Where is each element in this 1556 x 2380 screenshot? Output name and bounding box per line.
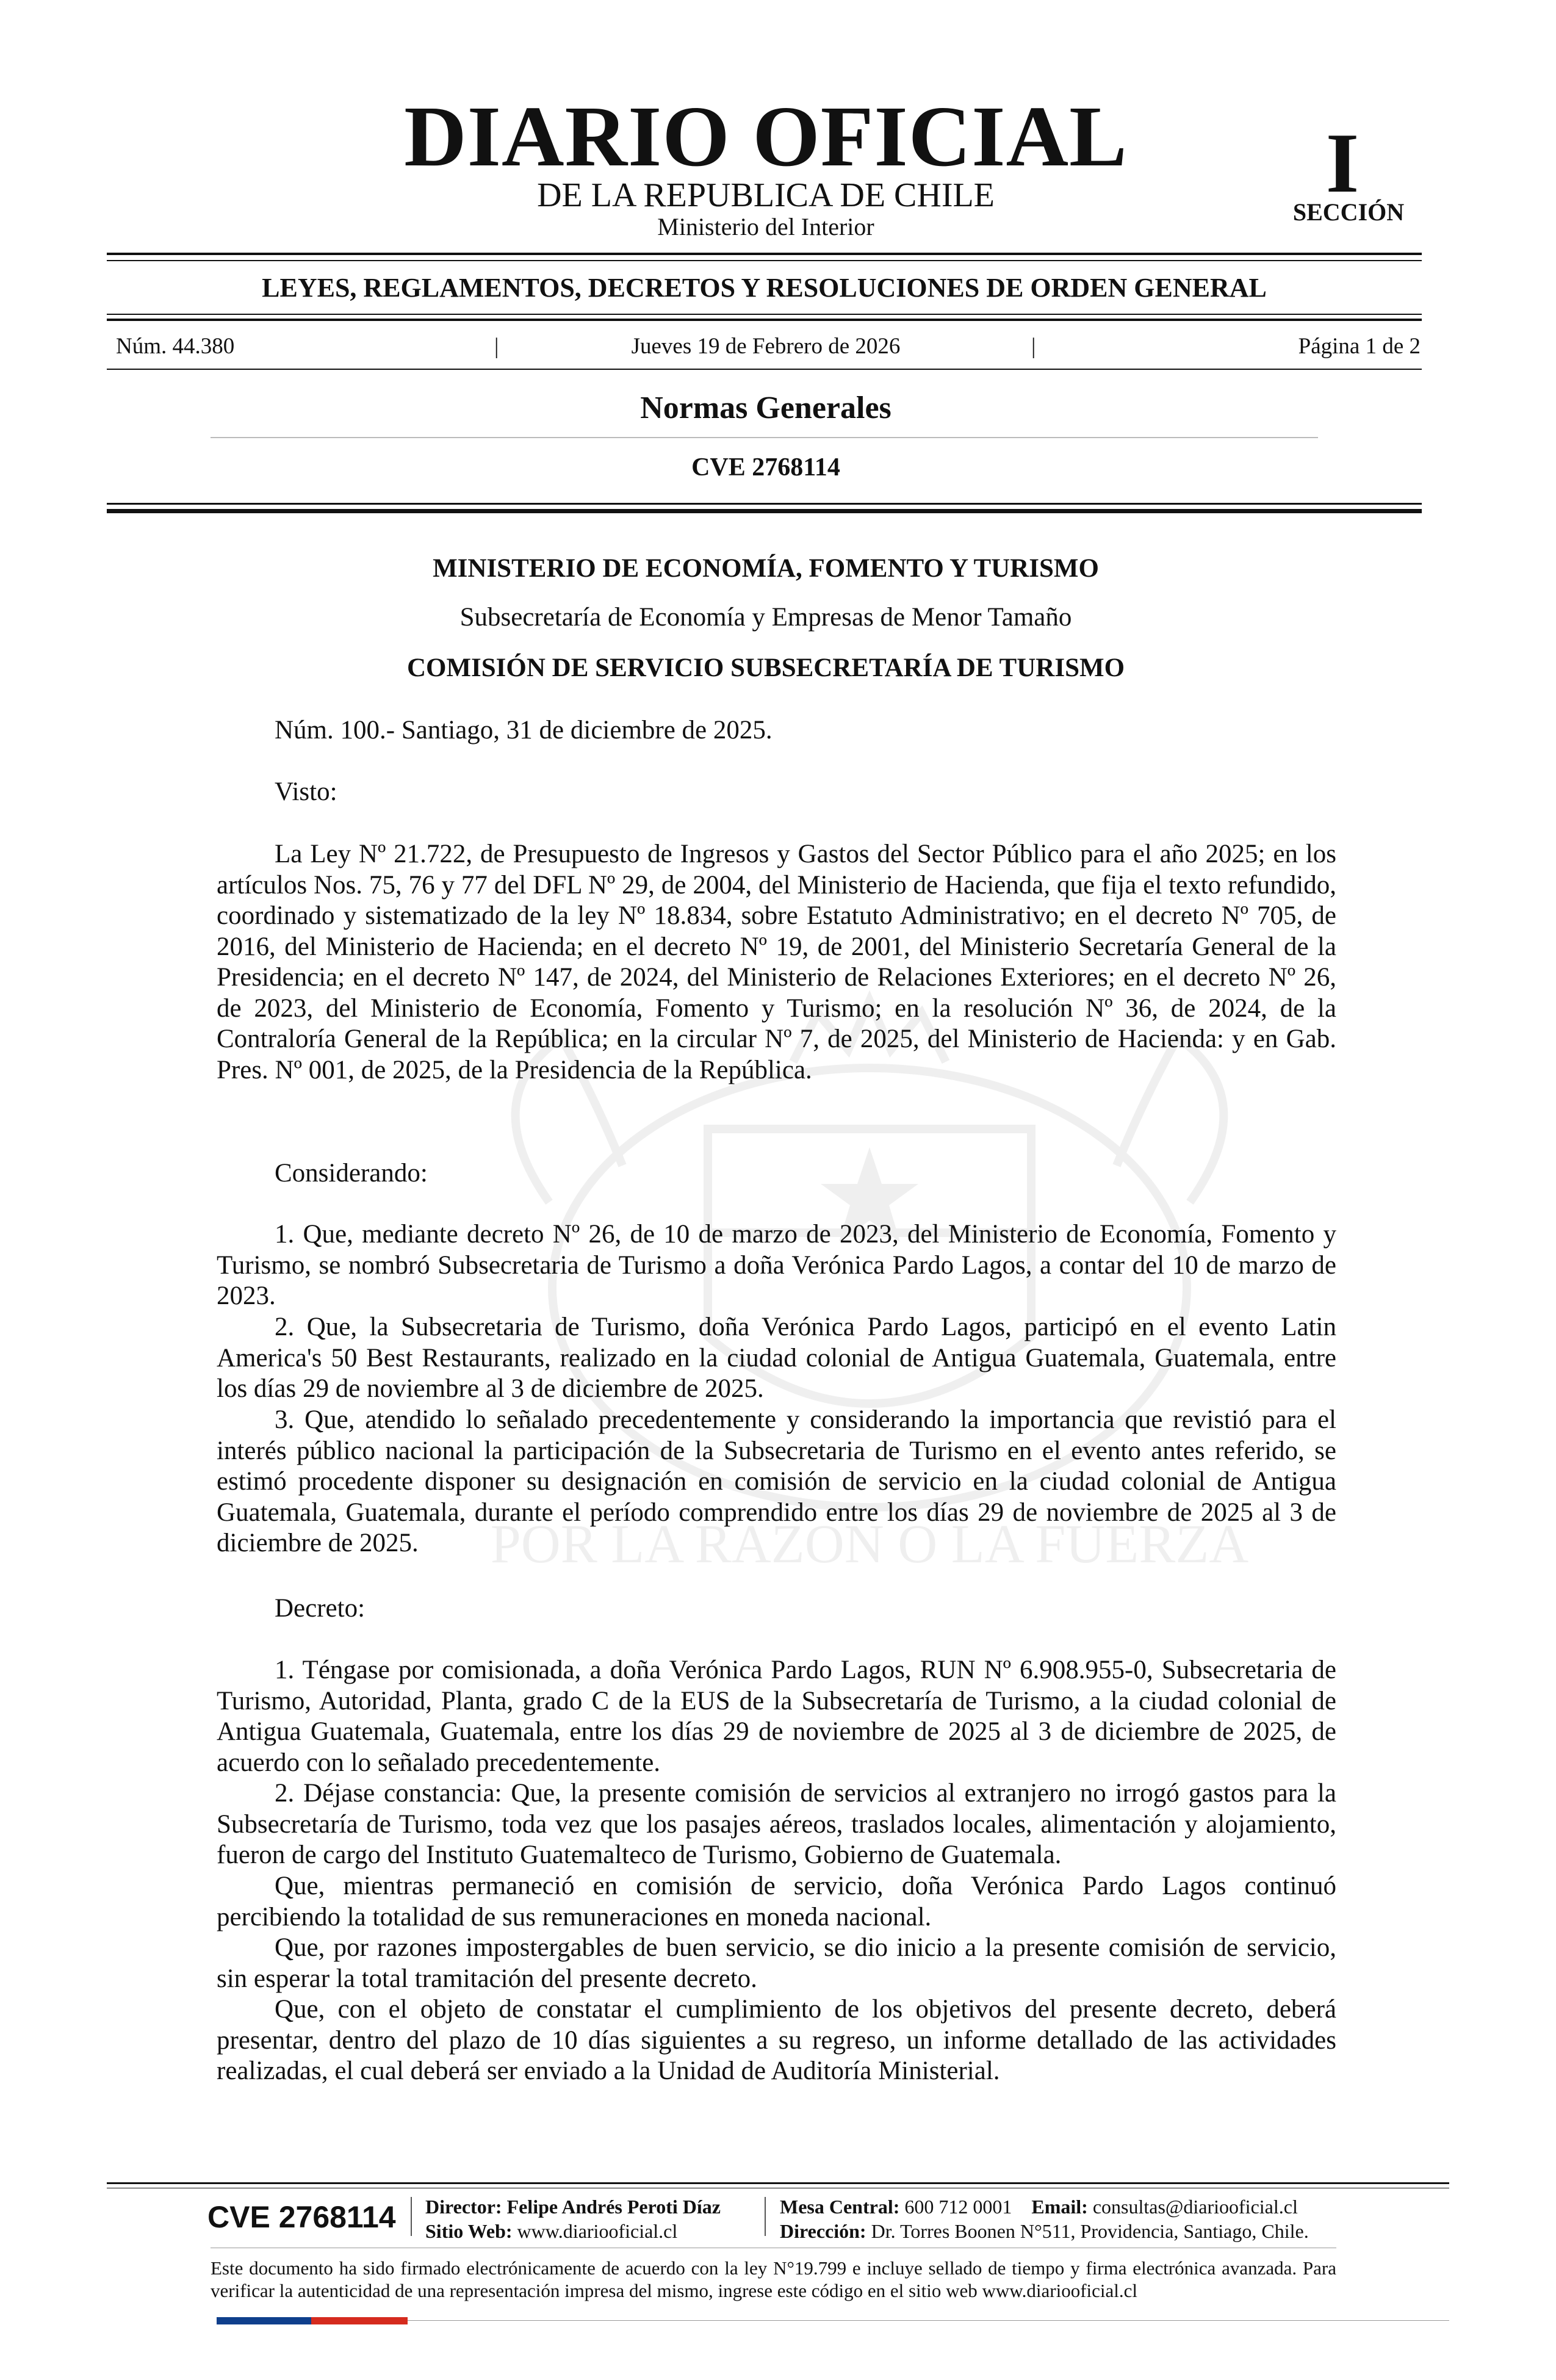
email-label: Email: [1031, 2196, 1088, 2218]
issue-number: Núm. 44.380 [116, 334, 235, 359]
issue-date: Jueves 19 de Febrero de 2026 [631, 334, 901, 359]
masthead-ministry: Ministerio del Interior [657, 213, 874, 240]
decree-number-line: Núm. 100.- Santiago, 31 de diciembre de 2025. [275, 716, 773, 745]
page-indicator: Página 1 de 2 [1298, 334, 1421, 359]
section-title: Normas Generales [640, 391, 891, 425]
footer-divider [107, 2182, 1449, 2184]
visto-label: Visto: [275, 777, 337, 806]
section-divider [107, 503, 1422, 505]
section-numeral: I [1325, 116, 1360, 211]
decreto-paragraph: 1. Téngase por comisionada, a doña Verónica Pardo Lagos, RUN Nº 6.908.955-0, Subsecretaria de Turismo, Autoridad, Planta, grado C de la EUS de la Subsecretaría de Turismo, a la ciudad colonial de Antigua Guatemala, Guatemala, entre los días 29 de noviembre de 2025 al 3 de diciembre de 2025, de acuerdo con lo señalado precedentemente. [217, 1656, 1336, 1777]
header-divider [107, 319, 1422, 321]
footer-legal-note: Este documento ha sido firmado electrónicamente de acuerdo con la ley N°19.799 e incluye sellado de tiempo y firma electrónica avanzada. Para verificar la autenticidad de una representación impresa del mismo, ingrese este código en el sitio web www.diariooficial.cl [211, 2257, 1336, 2301]
email-link[interactable]: consultas@diariooficial.cl [1092, 2196, 1298, 2218]
decreto-paragraph: 2. Déjase constancia: Que, la presente comisión de servicios al extranjero no irrogó gastos para la Subsecretaría de Turismo, toda vez que los pasajes aéreos, traslados locales, alimentación y alojamiento, fueron de cargo del Instituto Guatemalteco de Turismo, Gobierno de Guatemala. [217, 1779, 1336, 1869]
svg-text:POR LA RAZON O LA FUERZA: POR LA RAZON O LA FUERZA [490, 1514, 1249, 1574]
footer-column-divider [765, 2197, 766, 2236]
ministry-heading: MINISTERIO DE ECONOMÍA, FOMENTO Y TURISMO [433, 554, 1099, 583]
subsecretaria-heading: Subsecretaría de Economía y Empresas de Menor Tamaño [459, 603, 1072, 632]
footer-contact-column [780, 2194, 1309, 2243]
section-divider [107, 509, 1422, 513]
decreto-paragraph: Que, mientras permaneció en comisión de servicio, doña Verónica Pardo Lagos continuó percibiendo la totalidad de sus remuneraciones en moneda nacional. [217, 1872, 1336, 1931]
flag-stripe-red [311, 2317, 408, 2324]
header-divider [107, 369, 1422, 370]
section-divider [211, 437, 1318, 438]
category-heading: LEYES, REGLAMENTOS, DECRETOS Y RESOLUCIONES DE ORDEN GENERAL [262, 273, 1267, 303]
considerando-label: Considerando: [275, 1159, 428, 1188]
visto-paragraph: La Ley Nº 21.722, de Presupuesto de Ingresos y Gastos del Sector Público para el año 2025; en los artículos Nos. 75, 76 y 77 del DFL Nº 29, de 2004, del Ministerio de Hacienda, que fija el texto refundido, coordinado y sistematizado de la ley Nº 18.834, sobre Estatuto Administrativo; en el decreto Nº 705, de 2016, del Ministerio de Hacienda; en el decreto Nº 19, de 2001, del Ministerio Secretaría General de la Presidencia; en el decreto Nº 147, de 2024, del Ministerio de Relaciones Exteriores; en el decreto Nº 26, de 2023, del Ministerio de Economía, Fomento y Turismo; en la resolución Nº 36, de 2024, de la Contraloría General de la República; en la circular Nº 7, de 2025, del Ministerio de Hacienda: y en Gab. Pres. Nº 001, de 2025, de la Presidencia de la República. [217, 840, 1336, 1084]
cve-code: CVE 2768114 [691, 453, 840, 481]
issue-separator: | [494, 334, 499, 359]
flag-stripe-blue [217, 2317, 311, 2324]
header-divider [107, 260, 1422, 261]
issue-separator: | [1031, 334, 1036, 359]
considerando-paragraph: 1. Que, mediante decreto Nº 26, de 10 de marzo de 2023, del Ministerio de Economía, Fomento y Turismo, se nombró Subsecretaria de Turismo a doña Verónica Pardo Lagos, a contar del 10 de marzo de 2023. [217, 1220, 1336, 1310]
footer-cve-code: CVE 2768114 [207, 2200, 396, 2234]
section-label: SECCIÓN [1292, 198, 1405, 226]
footer-column-divider [411, 2197, 412, 2236]
mesa-label: Mesa Central: [780, 2196, 900, 2218]
footer-contact-column [425, 2194, 721, 2243]
decreto-paragraph: Que, por razones impostergables de buen servicio, se dio inicio a la presente comisión de servicio, sin esperar la total tramitación del presente decreto. [217, 1933, 1336, 1993]
considerando-paragraph: 2. Que, la Subsecretaria de Turismo, doña Verónica Pardo Lagos, participó en el evento Latin America's 50 Best Restaurants, realizado en la ciudad colonial de Antigua Guatemala, Guatemala, entre los días 29 de noviembre al 3 de diciembre de 2025. [217, 1313, 1336, 1403]
header-divider [107, 253, 1422, 255]
header-divider [107, 314, 1422, 315]
considerando-paragraph: 3. Que, atendido lo señalado precedentemente y considerando la importancia que revistió para el interés público nacional la participación de la Subsecretaria de Turismo en el evento antes referido, se estimó procedente disponer su designación en comisión de servicio en la ciudad colonial de Antigua Guatemala, Guatemala, durante el período comprendido entre los días 29 de noviembre de 2025 al 3 de diciembre de 2025. [217, 1405, 1336, 1557]
mesa-phone: 600 712 0001 [904, 2196, 1012, 2218]
website-label: Sitio Web: [425, 2220, 513, 2242]
director-label: Director: [425, 2196, 502, 2218]
address-label: Dirección: [780, 2220, 866, 2242]
address-text: Dr. Torres Boonen N°511, Providencia, Santiago, Chile. [871, 2220, 1309, 2242]
director-name: Felipe Andrés Peroti Díaz [506, 2196, 721, 2218]
website-link[interactable]: www.diariooficial.cl [517, 2220, 678, 2242]
decreto-label: Decreto: [275, 1594, 366, 1623]
footer-divider [408, 2320, 1449, 2321]
decree-title: COMISIÓN DE SERVICIO SUBSECRETARÍA DE TURISMO [406, 654, 1125, 682]
masthead-subtitle: DE LA REPUBLICA DE CHILE [537, 176, 995, 214]
decreto-paragraph: Que, con el objeto de constatar el cumplimiento de los objetivos del presente decreto, deberá presentar, dentro del plazo de 10 días siguientes a su regreso, un informe detallado de las actividades realizadas, el cual deberá ser enviado a la Unidad de Auditoría Ministerial. [217, 1995, 1336, 2085]
masthead-title: DIARIO OFICIAL [404, 88, 1128, 184]
